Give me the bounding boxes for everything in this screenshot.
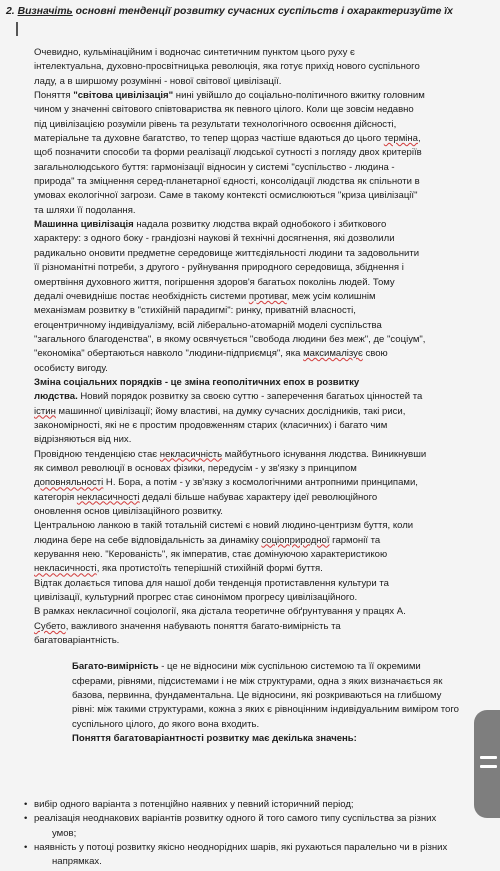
text-line <box>34 347 462 361</box>
text-run: чином у значенні світового співтовариства як певного цілого. Коли ще зовсім недавно <box>34 104 414 116</box>
text-line <box>34 75 462 89</box>
text-run: , важливого значення набувають поняття багато-вимірність та <box>65 620 341 632</box>
bullet-text: • наявність у потоці розвитку якісно неоднорідних шарів, які рухаються паралельно чи в різних <box>34 841 448 853</box>
text-line <box>34 562 462 576</box>
text-line <box>34 261 462 275</box>
text-run: щоб позначити способи та форми реалізації людської сутності з погляду двох критеріїв <box>34 147 422 159</box>
text-line <box>34 419 462 433</box>
text-run: оновлення основ цивілізаційного розвитку. <box>34 506 223 517</box>
text-run: свою <box>362 348 388 360</box>
text-line <box>34 276 462 290</box>
text-line <box>34 218 462 232</box>
text-line <box>34 89 462 103</box>
text-line <box>34 290 462 304</box>
text-run: омертвіння духовного життя, погіршення здоров'я багатьох поколінь людей. Тому <box>34 276 395 288</box>
text-run: егоцентричному індивідуалізму, всій ліберально-атомарній моделі суспільства <box>34 319 382 331</box>
text-run: загальнолюдського буття: гармонізації відносин у системі "суспільство - людина - <box>34 161 395 173</box>
text-run: , <box>417 133 421 145</box>
text-run: інтелектуальна, духовно-просвітницька революція, яка готує прихід нового суспільного <box>34 61 420 73</box>
bold-term: Багато-вимірність <box>72 661 159 673</box>
question-number: 2. <box>6 6 15 17</box>
spellcheck-word: некласичності <box>34 563 97 575</box>
text-line <box>34 46 462 60</box>
question-text: основні тенденції розвитку сучасних суспільств і охарактеризуйте їх <box>75 6 453 17</box>
bullet-item <box>24 841 474 870</box>
text-run: гармонії та <box>329 534 381 546</box>
text-run: особисту вигоду. <box>34 362 108 374</box>
text-run: відрізняються від них. <box>34 434 132 446</box>
text-run: людина бере на себе відповідальність за динаміку <box>34 534 262 546</box>
spellcheck-word: максималізує <box>303 348 363 360</box>
text-line <box>34 304 462 318</box>
text-run: радикально оновити предметне середовище життєдіяльності людини та задовольнити <box>34 247 420 259</box>
text-run: машинної цивілізації; йому властиві, на думку сучасних дослідників, такі риси, <box>55 405 406 417</box>
text-line <box>34 189 462 203</box>
spellcheck-word: некласичності <box>76 491 140 503</box>
text-cursor <box>16 22 18 36</box>
document-body <box>34 46 462 747</box>
text-run: надала розвитку людства вкрай однобокого і збиткового <box>133 219 387 231</box>
text-run: Центральною ланкою в такій тотальній системі є новий людино-центризм буття, коли <box>34 520 414 532</box>
text-line <box>34 118 462 132</box>
menu-button[interactable] <box>474 710 500 818</box>
text-line <box>34 718 462 732</box>
text-run: як символ революції в основах фізики, передусім - у зв'язку з принципом <box>34 462 357 474</box>
spellcheck-word: противаг <box>248 290 287 302</box>
text-run: нині увійшло до соціально-політичного вжитку головним <box>173 90 425 102</box>
text-line <box>34 634 462 648</box>
text-run: "економіка" обертаються навколо "людини-підприємця", яка <box>34 348 304 360</box>
text-line <box>34 319 462 333</box>
text-line <box>34 204 462 218</box>
text-run: закономірності, які не є простим продовженням старих (класичних) і багато чим <box>34 419 388 431</box>
text-line <box>34 534 462 548</box>
menu-bar-icon <box>480 765 497 768</box>
text-run: та шляхи її подолання. <box>34 204 136 216</box>
text-run: дедалі більше набуває характеру ідеї революційного <box>139 491 378 503</box>
text-line <box>34 462 462 476</box>
paragraph-gap <box>34 648 462 660</box>
text-run: її різноманітні потреби, з другого - руйнування природного середовища, збіднення і <box>34 262 404 274</box>
text-run: "загального благоденства", в якому освячується "свобода людини без меж", де "соціум", <box>34 333 426 345</box>
spellcheck-word: Субето <box>34 620 66 632</box>
text-run: характеру: з одного боку - грандіозні наукові й технічні досягнення, які дозволили <box>34 233 395 245</box>
text-run: багатоваріантність. <box>34 635 120 647</box>
text-line <box>34 376 462 390</box>
text-line <box>34 505 462 519</box>
bullet-text: умов; <box>52 827 77 839</box>
text-run: механізмам розвитку в "стихійній парадигмі": ринку, приватній власності, <box>34 305 356 317</box>
text-line <box>34 591 462 605</box>
text-line <box>34 448 462 462</box>
text-line <box>34 620 462 634</box>
text-line <box>34 675 462 689</box>
text-line <box>34 548 462 562</box>
spellcheck-word: доповняльності <box>34 477 104 489</box>
text-run: рівні: між такими структурами, кожна з яких є рівноцінним індивідуальним виміром того <box>72 704 459 716</box>
text-line <box>34 577 462 591</box>
question-verb: Визначіть <box>17 6 73 17</box>
text-line <box>34 60 462 74</box>
text-line <box>34 103 462 117</box>
text-line <box>34 405 462 419</box>
text-line <box>34 146 462 160</box>
text-run: матеріальне та духовне багатство, то тепер щораз частіше вдаються до цього <box>34 133 384 145</box>
spellcheck-word: соціоприродної <box>261 534 330 546</box>
text-run: суспільного цілого, до якого вона входить. <box>72 718 260 730</box>
text-line <box>34 433 462 447</box>
text-line <box>34 232 462 246</box>
spellcheck-word: некласичність <box>159 448 223 460</box>
bullet-text: • реалізація неоднакових варіантів розвитку одного й того самого типу суспільства за різних <box>34 813 437 825</box>
bullet-text: • вибір одного варіанта з потенційно наявних у певний історичний період; <box>34 799 354 810</box>
text-run: Н. Бора, а потім - у зв'язку з космологічними антропними принципами, <box>103 477 418 489</box>
bold-term: Машинна цивілізація <box>34 219 134 231</box>
bullet-item <box>24 812 474 841</box>
text-run: - це не відносини між суспільною системою та її окремими <box>158 661 421 673</box>
text-run: Відтак долається типова для нашої доби тенденція протиставлення культури та <box>34 577 389 589</box>
spellcheck-word: терміна <box>383 133 418 145</box>
text-run: цивілізації, культурний прогрес стає синонімом прогресу цивілізаційного. <box>34 592 358 604</box>
text-line <box>34 689 462 703</box>
bullet-item <box>24 798 474 812</box>
text-run: , меж усім колишнім <box>286 290 376 302</box>
text-line <box>34 605 462 619</box>
text-run: Новий порядок розвитку за своєю суттю - заперечення багатьох цінностей та <box>77 391 423 403</box>
text-line <box>34 247 462 261</box>
text-line <box>34 161 462 175</box>
bullet-list <box>24 798 474 869</box>
text-run: сферами, рівнями, підсистемами і не між структурами, одна з яких визначається як <box>72 675 443 687</box>
bold-term: Зміна соціальних порядків - це зміна геополітичних епох в розвитку <box>34 376 360 388</box>
text-run: Провідною тенденцією стає <box>34 448 160 460</box>
text-line <box>34 362 462 376</box>
text-line <box>34 175 462 189</box>
bold-term: "світова цивілізація" <box>73 90 174 102</box>
text-run: ладу, а в ширшому розумінні - нової світової цивілізації. <box>34 75 282 87</box>
question-heading <box>6 6 494 17</box>
text-line <box>34 333 462 347</box>
text-line <box>34 519 462 533</box>
text-run: категорія <box>34 491 77 503</box>
text-line <box>34 703 462 717</box>
text-run: природа" та зміцнення серед-планетарної єдності, консолідації людства як спільноти в <box>34 176 420 188</box>
text-run: Очевидно, кульмінаційним і водночас синтетичним пунктом цього руху є <box>34 47 355 58</box>
bullet-text: напрямках. <box>52 856 102 868</box>
text-run: , яка протистоїть теперішній стихійній формі буття. <box>96 563 323 575</box>
spellcheck-word: істин <box>34 405 56 417</box>
text-run: дедалі очевиднішє постає необхідність системи <box>34 290 249 302</box>
text-line <box>34 476 462 490</box>
text-run: під цивілізацією розуміли рівень та результати технологічного освоєння дійсності, <box>34 118 397 130</box>
bold-term: людства. <box>34 391 78 403</box>
text-line <box>34 390 462 404</box>
menu-bar-icon <box>480 756 497 759</box>
text-run: керування нею. "Керованість", як імператив, стає домінуючою характеристикою <box>34 549 388 561</box>
text-line <box>34 660 462 674</box>
text-run: майбутнього існування людства. Виникнувши <box>222 448 427 460</box>
bold-term: Поняття багатоваріантності розвитку має декілька значень: <box>72 733 357 745</box>
text-run: умовах екологічної загрози. Саме в такому контексті осмислюються "криза цивілізації" <box>34 190 418 202</box>
text-run: базова, первинна, фундаментальна. Це відносини, які розкриваються на глибшому <box>72 690 442 702</box>
text-line <box>34 132 462 146</box>
text-line <box>34 732 462 746</box>
text-line <box>34 491 462 505</box>
text-run: В рамках некласичної соціології, яка дістала теоретичне обґрунтування у працях А. <box>34 606 406 618</box>
text-run: Поняття <box>34 90 74 102</box>
